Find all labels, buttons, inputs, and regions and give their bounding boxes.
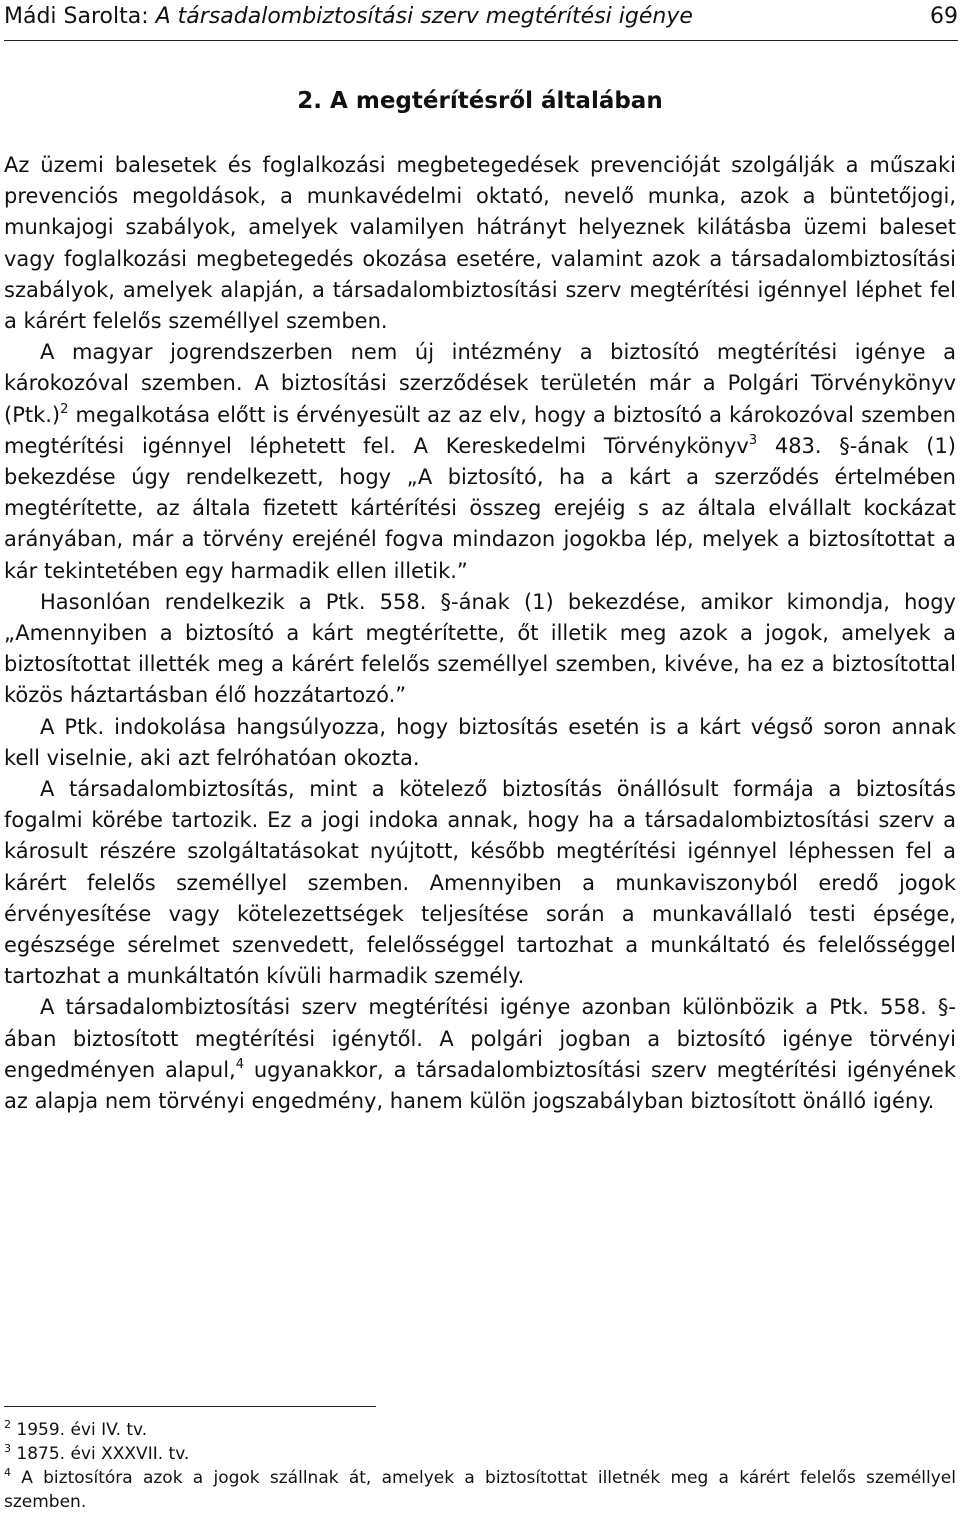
footnotes — [4, 1418, 956, 1514]
paragraph-4: A Ptk. indokolása hangsúlyozza, hogy biztosítás esetén is a kárt végső soron annak kell viselnie, aki azt felróhatóan okozta. — [4, 714, 956, 770]
section-title: 2. A megtérítésről általában — [297, 88, 663, 114]
footnote-ref-3: 3 — [748, 432, 758, 448]
footnote-3 — [4, 1442, 956, 1466]
paragraph-6 — [4, 992, 956, 1117]
footnote-text: A biztosítóra azok a jogok szállnak át, amelyek a biztosítottat illetnék meg a kárért felelős személlyel szemben. — [4, 1468, 956, 1512]
body-text — [4, 150, 956, 1117]
page-number: 69 — [930, 4, 958, 29]
paragraph-6-part-1: A társadalombiztosítási szerv megtérítési igénye azonban különbözik a Ptk. 558. §-ában biztosított megtérítési igénytől. A polgári jogban a biztosító igénye törvényi engedményen alapul, — [4, 995, 956, 1082]
paragraph-3: Hasonlóan rendelkezik a Ptk. 558. §-ának (1) bekezdése, amikor kimondja, hogy „Amennyiben a biztosító a kárt megtérítette, őt illetik meg azok a jogok, amelyek a biztosítottat illették meg a kárért felelős személlyel szemben, kivéve, ha ez a biztosítottal közös háztartásban élő hozzátartozó.” — [4, 589, 956, 708]
paragraph-2 — [4, 337, 956, 587]
footnote-text: 1959. évi IV. tv. — [11, 1420, 148, 1440]
paragraph-1: Az üzemi balesetek és foglalkozási megbetegedések prevencióját szolgálják a műszaki prevenciós megoldások, a munkavédelmi oktató, nevelő munka, azok a büntetőjogi, munkajogi szabályok, amelyek valamilyen hátrányt helyeznek kilátásba üzemi baleset vagy foglalkozási megbetegedés okozása esetére, valamint azok a társadalombiztosítási szabályok, amelyek alapján, a társadalombiztosítási szerv megtérítési igénnyel léphet fel a kárért felelős személlyel szemben. — [4, 153, 956, 334]
running-header-text — [4, 4, 693, 29]
paragraph-5: A társadalombiztosítás, mint a kötelező biztosítás önállósult formája a biztosítás fogalmi körébe tartozik. Ez a jogi indoka annak, hogy ha a társadalombiztosítási szerv a károsult részére szolgáltatásokat nyújtott, később megtérítési igénnyel léphessen fel a kárért felelős személlyel szemben. Amennyiben a munkaviszonyból eredő jogok érvényesítése vagy kötelezettségek teljesítése során a munkavállaló testi épsége, egészsége sérelmet szenvedett, felelősséggel tartozhat a munkáltató és felelősséggel tartozhat a munkáltatón kívüli harmadik személy. — [4, 777, 956, 989]
header-title: A társadalombiztosítási szerv megtérítési igénye — [155, 4, 693, 29]
footnote-text: 1875. évi XXXVII. tv. — [11, 1444, 190, 1464]
footnote-number: 3 — [4, 1442, 11, 1455]
header-author: Mádi Sarolta: — [4, 4, 149, 29]
footnote-ref-4: 4 — [235, 1056, 245, 1072]
running-header — [4, 0, 958, 41]
footnote-number: 2 — [4, 1418, 11, 1431]
footnote-2 — [4, 1418, 956, 1442]
paragraph-6-part-2: ugyanakkor, a társadalombiztosítási szerv megtérítési igényének az alapja nem törvényi engedmény, hanem külön jogszabályban biztosított önálló igény. — [4, 1057, 956, 1114]
footnote-4 — [4, 1466, 956, 1514]
footnote-number: 4 — [4, 1466, 11, 1479]
paragraph-2-part-3: 483. §-ának (1) bekezdése úgy rendelkezett, hogy „A biztosító, ha a kárt a szerződés értelmében megtérítette, az általa fizetett kártérítési összeg erejéig s az általa elvállalt kockázat arányában, már a törvény erejénél fogva mindazon jogokba lép, melyek a biztosítottat a kár tekintetében egy harmadik ellen illetik.” — [4, 433, 956, 583]
paragraph-2-part-2: megalkotása előtt is érvényesült az az elv, hogy a biztosító a károkozóval szemben megtérítési igénnyel léphetett fel. A Kereskedelmi Törvénykönyv — [4, 402, 956, 458]
footnote-ref-2: 2 — [60, 401, 69, 417]
footnote-separator — [4, 1406, 376, 1407]
paragraph-2-part-1: A magyar jogrendszerben nem új intézmény a biztosító megtérítési igénye a károkozóval szemben. A biztosítási szerződések területén már a Polgári Törvénykönyv (Ptk.) — [4, 340, 956, 427]
